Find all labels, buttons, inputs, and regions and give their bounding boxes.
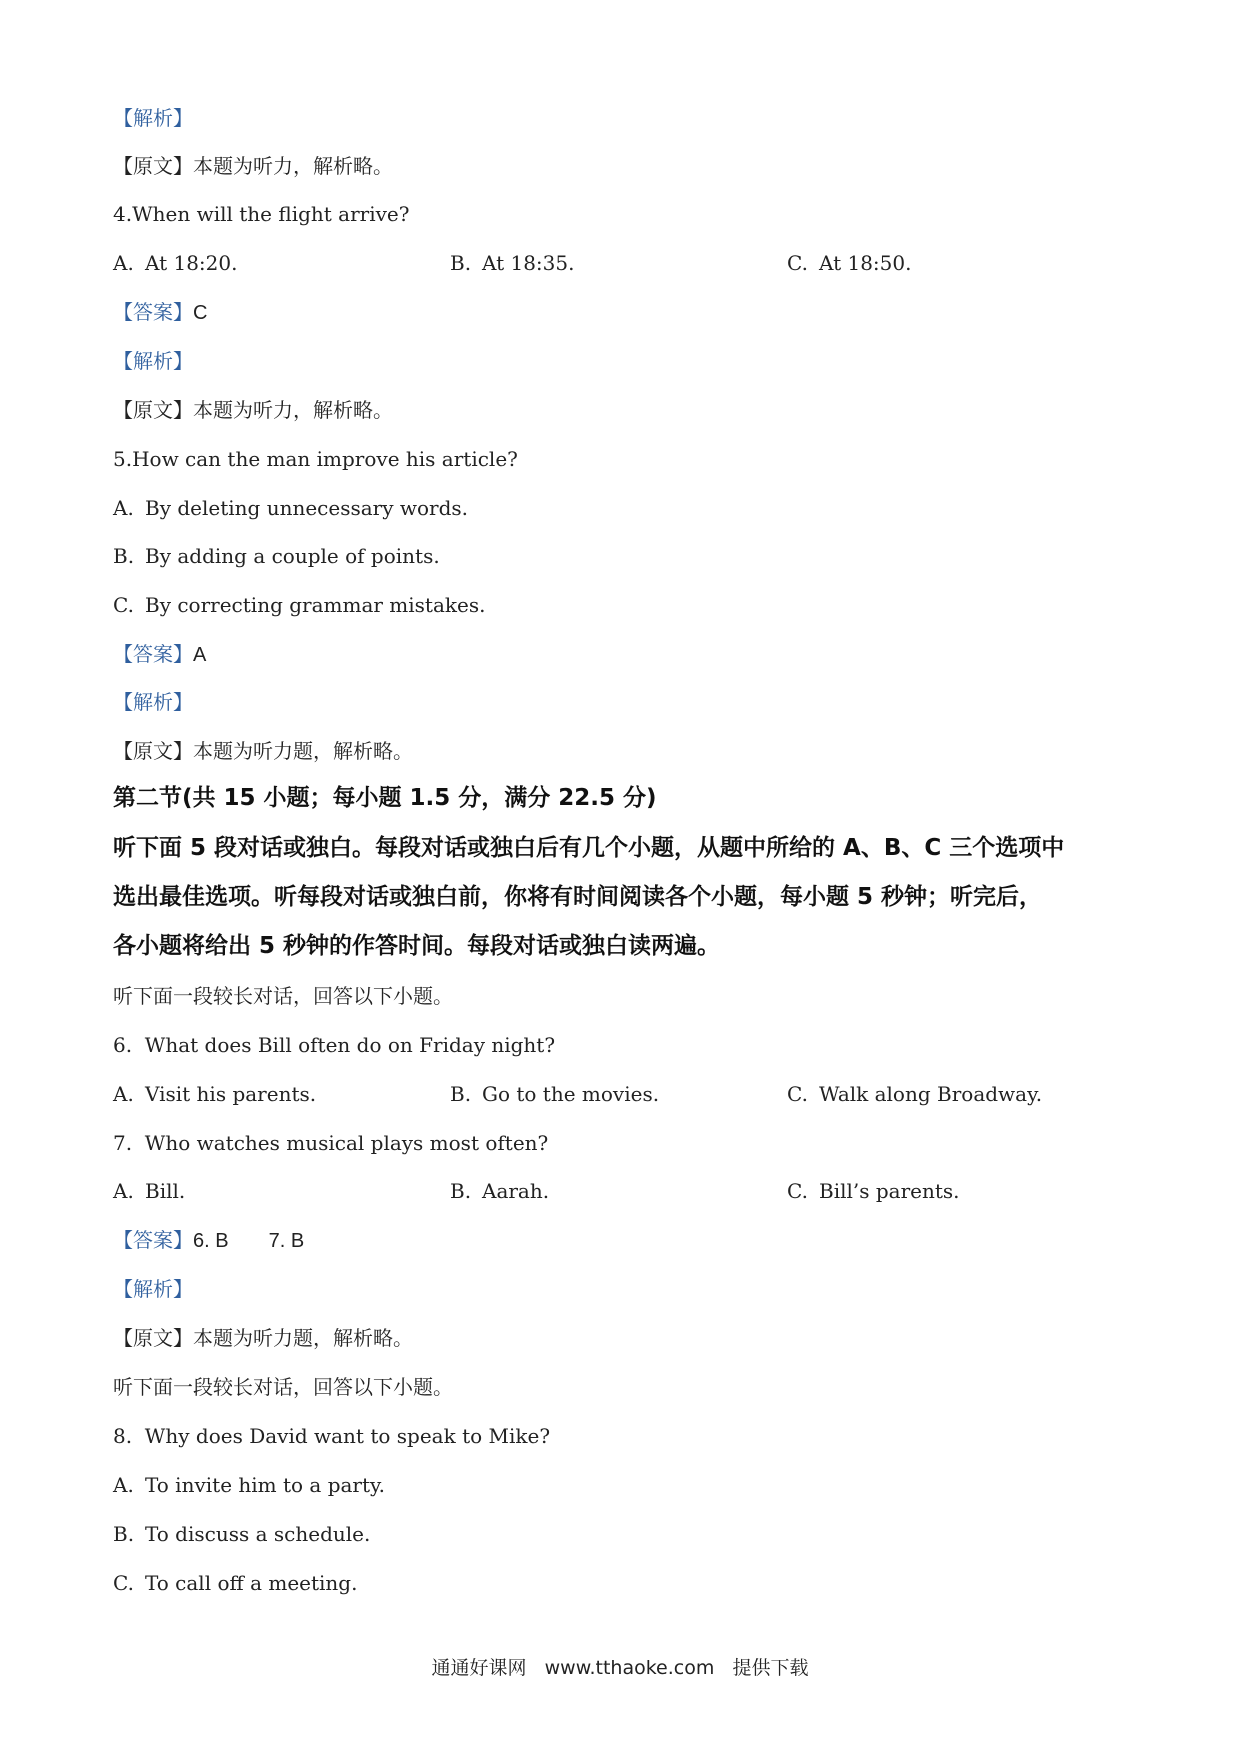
question-5: 5.How can the man improve his article? bbox=[113, 447, 518, 471]
q8-option-c: C. To call off a meeting. bbox=[113, 1571, 358, 1595]
dialog-1-analysis-tag: 【解析】 bbox=[113, 1277, 193, 1301]
question-8: 8. Why does David want to speak to Mike? bbox=[113, 1424, 551, 1448]
dialog-1-original-text-note: 【原文】本题为听力题，解析略。 bbox=[113, 1326, 413, 1350]
q7-option-c: C. Bill’s parents. bbox=[787, 1179, 960, 1203]
q6-option-b: B. Go to the movies. bbox=[450, 1082, 660, 1106]
q5-option-b: B. By adding a couple of points. bbox=[113, 544, 440, 568]
q4-original-text-note: 【原文】本题为听力，解析略。 bbox=[113, 398, 393, 422]
q5-answer: 【答案】A bbox=[113, 642, 207, 666]
section-instructions-line-1: 听下面 5 段对话或独白。每段对话或独白后有几个小题，从题中所给的 A、B、C 三个选项中 bbox=[113, 835, 1065, 861]
q6-option-c: C. Walk along Broadway. bbox=[787, 1082, 1043, 1106]
section-instructions-line-3: 各小题将给出 5 秒钟的作答时间。每段对话或独白读两遍。 bbox=[113, 933, 721, 959]
q4-answer: 【答案】C bbox=[113, 300, 208, 324]
q5-option-c: C. By correcting grammar mistakes. bbox=[113, 593, 486, 617]
dialog-1-intro: 听下面一段较长对话，回答以下小题。 bbox=[113, 984, 453, 1008]
question-7: 7. Who watches musical plays most often? bbox=[113, 1131, 549, 1155]
footer-suffix: 提供下载 bbox=[732, 1657, 809, 1679]
q8-option-b: B. To discuss a schedule. bbox=[113, 1522, 371, 1546]
q4-analysis-tag: 【解析】 bbox=[113, 349, 193, 373]
q4-option-b: B. At 18:35. bbox=[450, 251, 575, 275]
q5-option-a: A. By deleting unnecessary words. bbox=[113, 496, 469, 520]
q8-option-a: A. To invite him to a party. bbox=[113, 1473, 386, 1497]
section-instructions-line-2: 选出最佳选项。听每段对话或独白前，你将有时间阅读各个小题，每小题 5 秒钟；听完后， bbox=[113, 884, 1043, 910]
analysis-tag: 【解析】 bbox=[113, 106, 193, 130]
footer-site-name: 通通好课网 bbox=[431, 1657, 527, 1679]
question-4: 4.When will the flight arrive? bbox=[113, 202, 410, 226]
section-heading: 第二节(共 15 小题；每小题 1.5 分，满分 22.5 分) bbox=[113, 785, 657, 811]
page-footer bbox=[0, 1654, 1240, 1682]
q7-option-b: B. Aarah. bbox=[450, 1179, 550, 1203]
q4-option-a: A. At 18:20. bbox=[113, 251, 238, 275]
q4-option-c: C. At 18:50. bbox=[787, 251, 912, 275]
question-6: 6. What does Bill often do on Friday night? bbox=[113, 1033, 556, 1057]
q7-option-a: A. Bill. bbox=[113, 1179, 186, 1203]
dialog-1-answer: 【答案】6. B 7. B bbox=[113, 1228, 305, 1252]
q5-analysis-tag: 【解析】 bbox=[113, 690, 193, 714]
q6-option-a: A. Visit his parents. bbox=[113, 1082, 317, 1106]
original-text-note: 【原文】本题为听力，解析略。 bbox=[113, 154, 393, 178]
dialog-2-intro: 听下面一段较长对话，回答以下小题。 bbox=[113, 1375, 453, 1399]
footer-url[interactable]: www.tthaoke.com bbox=[544, 1657, 715, 1679]
q5-original-text-note: 【原文】本题为听力题，解析略。 bbox=[113, 739, 413, 763]
